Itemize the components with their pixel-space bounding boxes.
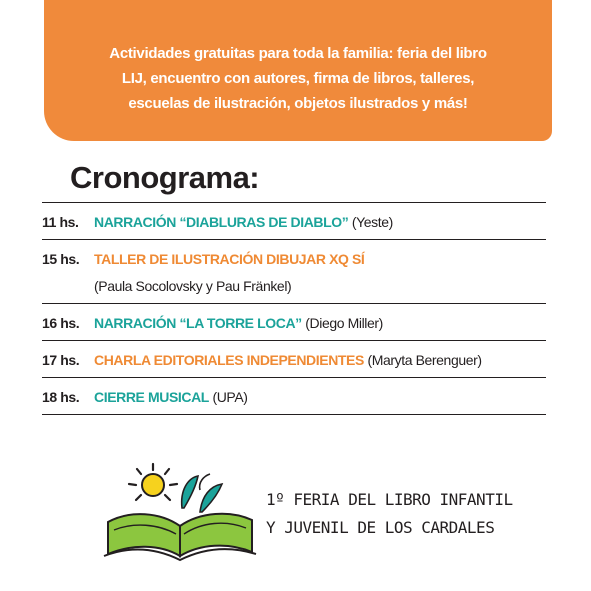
schedule-time: 18 hs. [42, 389, 80, 405]
event-title: TALLER DE ILUSTRACIÓN DIBUJAR XQ SÍ [94, 251, 365, 267]
schedule-row [42, 239, 546, 303]
schedule-row [42, 303, 546, 340]
schedule-row [42, 202, 546, 239]
banner-line-1: Actividades gratuitas para toda la familia: feria del libro [109, 45, 487, 62]
event-presenter: (Paula Socolovsky y Pau Fränkel) [94, 278, 292, 294]
schedule-title: Cronograma: [70, 160, 260, 195]
schedule-list [42, 202, 546, 415]
event-title: CIERRE MUSICAL [94, 389, 209, 405]
fair-name-line-1: 1º FERIA DEL LIBRO INFANTIL [266, 490, 513, 509]
event-title: CHARLA EDITORIALES INDEPENDIENTES [94, 352, 364, 368]
open-book-with-sun-and-sprouts-icon [100, 460, 260, 570]
fair-name [266, 486, 513, 542]
banner-text [44, 41, 552, 116]
schedule-time: 11 hs. [42, 214, 79, 230]
event-presenter: (Maryta Berenguer) [363, 352, 482, 368]
event-title: NARRACIÓN “LA TORRE LOCA” [94, 315, 302, 331]
event-presenter: (Diego Miller) [301, 315, 383, 331]
fair-name-line-2: Y JUVENIL DE LOS CARDALES [266, 518, 495, 537]
event-presenter: (UPA) [208, 389, 248, 405]
schedule-row [42, 377, 546, 415]
info-banner [44, 0, 552, 141]
banner-line-2: LIJ, encuentro con autores, firma de libros, talleres, [121, 70, 475, 87]
schedule-time: 16 hs. [42, 315, 80, 331]
event-presenter: (Yeste) [348, 214, 393, 230]
schedule-row [42, 340, 546, 377]
event-title: NARRACIÓN “DIABLURAS DE DIABLO” [94, 214, 349, 230]
schedule-time: 15 hs. [42, 251, 80, 267]
schedule-time: 17 hs. [42, 352, 80, 368]
banner-line-3: escuelas de ilustración, objetos ilustrados y más! [128, 95, 468, 112]
